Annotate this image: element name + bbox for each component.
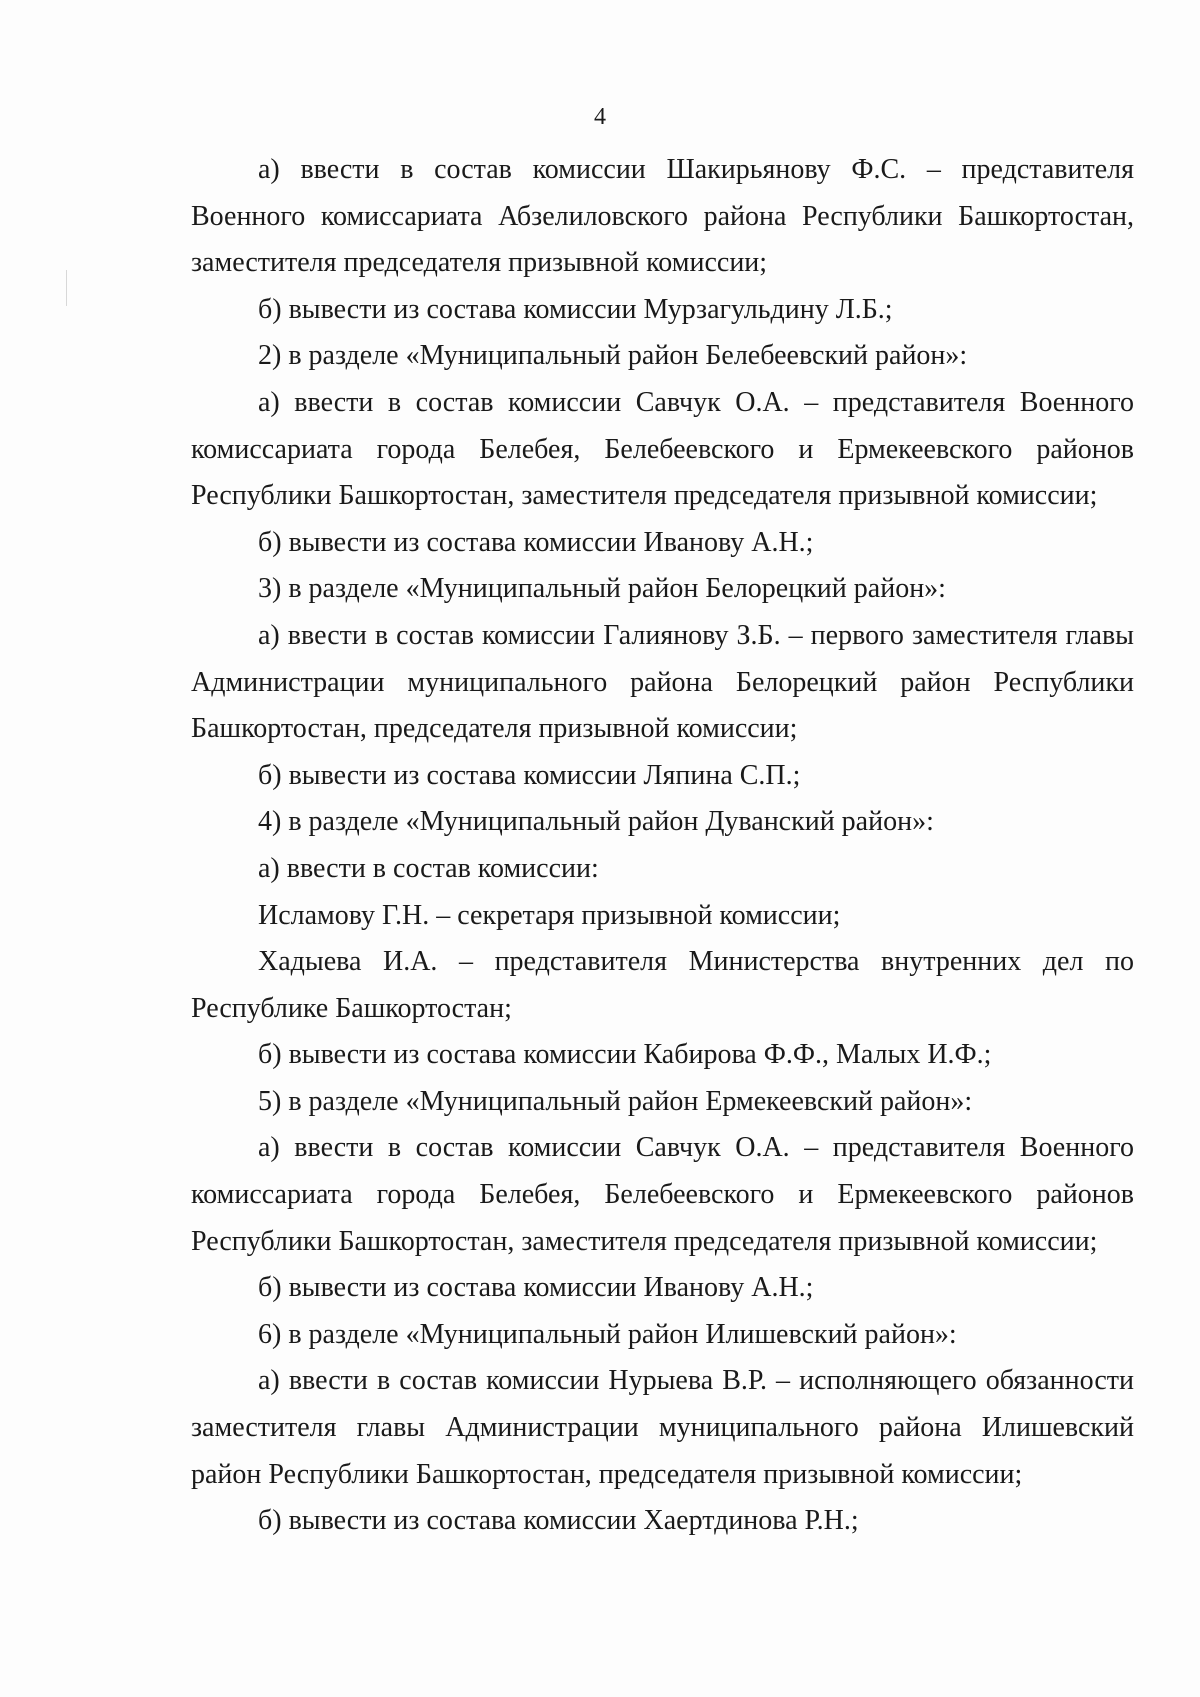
page-number: 4	[594, 104, 606, 130]
paragraph-abzelilovsky-add: а) ввести в состав комиссии Шакирьянову Ф.С. – представителя Военного комиссариата Абзелиловского района Республики Башкортостан, заместителя председателя призывной комиссии;	[191, 154, 1134, 279]
scan-margin-mark	[66, 270, 67, 306]
paragraph-ilishevsky-remove: б) вывести из состава комиссии Хаертдинова Р.Н.;	[258, 1505, 859, 1537]
paragraph-ermekeevsky-add: а) ввести в состав комиссии Савчук О.А. – представителя Военного комиссариата города Белебея, Белебеевского и Ермекеевского районов Республики Башкортостан, заместителя председателя призывной комиссии;	[191, 1132, 1134, 1257]
paragraph-duvansky-remove: б) вывести из состава комиссии Кабирова Ф.Ф., Малых И.Ф.;	[258, 1039, 992, 1071]
paragraph-ilishevsky-add: а) ввести в состав комиссии Нурыева В.Р. – исполняющего обязанности заместителя главы Администрации муниципального района Илишевский район Республики Башкортостан, председателя призывной комиссии;	[191, 1365, 1134, 1490]
document-body	[191, 147, 1134, 1545]
paragraph-beloretsky-remove: б) вывести из состава комиссии Ляпина С.П.;	[258, 759, 801, 791]
section-heading-belebeevsky: 2) в разделе «Муниципальный район Белебеевский район»:	[258, 340, 968, 372]
paragraph-duvansky-add-intro: а) ввести в состав комиссии:	[258, 852, 599, 884]
paragraph-belebeevsky-remove: б) вывести из состава комиссии Иванову А.Н.;	[258, 526, 814, 558]
section-heading-ilishevsky: 6) в разделе «Муниципальный район Илишевский район»:	[258, 1318, 957, 1350]
paragraph-duvansky-add-khadyev: Хадыева И.А. – представителя Министерства внутренних дел по Республике Башкортостан;	[191, 946, 1134, 1024]
paragraph-belebeevsky-add: а) ввести в состав комиссии Савчук О.А. – представителя Военного комиссариата города Белебея, Белебеевского и Ермекеевского районов Республики Башкортостан, заместителя председателя призывной комиссии;	[191, 386, 1134, 512]
section-heading-ermekeevsky: 5) в разделе «Муниципальный район Ермекеевский район»:	[258, 1085, 973, 1117]
paragraph-beloretsky-add: а) ввести в состав комиссии Галиянову З.Б. – первого заместителя главы Администрации муниципального района Белорецкий район Республики Башкортостан, председателя призывной комиссии;	[191, 619, 1134, 745]
paragraph-duvansky-add-islamova: Исламову Г.Н. – секретаря призывной комиссии;	[258, 899, 841, 931]
section-heading-duvansky: 4) в разделе «Муниципальный район Дуванский район»:	[258, 806, 934, 838]
paragraph-abzelilovsky-remove: б) вывести из состава комиссии Мурзагульдину Л.Б.;	[258, 293, 893, 325]
paragraph-ermekeevsky-remove: б) вывести из состава комиссии Иванову А.Н.;	[258, 1272, 814, 1304]
section-heading-beloretsky: 3) в разделе «Муниципальный район Белорецкий район»:	[258, 573, 946, 605]
